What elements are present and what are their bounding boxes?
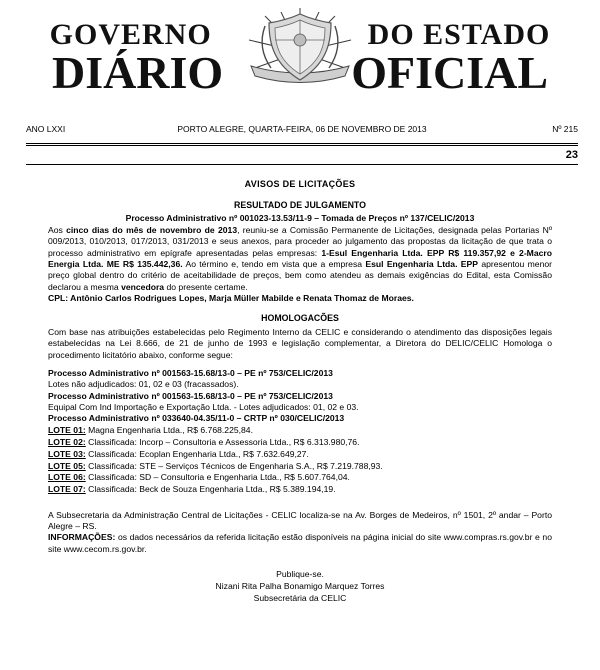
processo-2-detail: Equipal Com Ind Importação e Exportação Ltda. - Lotes adjudicados: 01, 02 e 03. <box>48 401 359 412</box>
section-title: AVISOS DE LICITAÇÕES <box>244 179 356 189</box>
processo-1-text: Processo Administrativo nº 001563-15.68/13-0 – PE nº 753/CELIC/2013 <box>48 367 333 378</box>
header-divider-top-2 <box>26 145 578 146</box>
header-info-line <box>26 124 578 138</box>
processo-3 <box>48 413 552 424</box>
p1-part-c: , reuniu-se a Comissão Permanente de Licitações, designada pelas Portarias Nº 009/2013, 010/2013, 017/2013, 031/2013 e seus anexos, para proceder ao julgamento das propostas da licitação de que trata o processo administrativo em epígrafe apresentadas pelas empresas: <box>48 224 552 258</box>
p1-part-f: Esul Engenharia Ltda. EPP <box>365 258 478 269</box>
header-issue-number: Nº 215 <box>552 124 578 134</box>
lote-item <box>48 449 552 460</box>
p1-part-d: 1-Esul Engenharia Ltda. EPP R$ 119.357,92 e 2-Macro Energia Ltda. ME R$ 135.442,36. <box>48 247 552 269</box>
lote-label: LOTE 02: <box>48 436 86 447</box>
document-content <box>48 179 552 605</box>
p1-part-h: vencedora <box>121 281 165 292</box>
lote-item <box>48 472 552 483</box>
lote-label: LOTE 06: <box>48 472 86 483</box>
lote-item <box>48 425 552 436</box>
processo-1 <box>48 368 552 379</box>
header-ano: ANO LXXI <box>26 124 66 134</box>
lote-item <box>48 461 552 472</box>
processo-header-text: Processo Administrativo nº 001023-13.53/11-9 – Tomada de Preços nº 137/CELIC/2013 <box>125 213 475 224</box>
processo-2-text: Processo Administrativo nº 001563-15.68/13-0 – PE nº 753/CELIC/2013 <box>48 390 333 401</box>
lote-text: Classificada: Incorp – Consultoria e Assessoria Ltda., R$ 6.313.980,76. <box>85 436 360 447</box>
masthead <box>0 0 600 110</box>
p1-part-b: cinco dias do mês de novembro de 2013 <box>66 224 238 235</box>
processo-3-text: Processo Administrativo nº 033640-04.35/11-0 – CRTP nº 030/CELIC/2013 <box>48 413 345 424</box>
processo-2 <box>48 391 552 402</box>
paragraph-julgamento <box>48 225 552 293</box>
masthead-word-do-estado: DO ESTADO <box>367 18 551 51</box>
p1-part-a: Aos <box>48 224 67 235</box>
lote-label: LOTE 05: <box>48 460 86 471</box>
paragraph-endereco: A Subsecretaria da Administração Central de Licitações - CELIC localiza-se na Av. Borges de Medeiros, nº 1501, 2º andar – Porto Alegre – RS. <box>48 509 552 531</box>
lote-label: LOTE 07: <box>48 484 86 495</box>
lote-item <box>48 484 552 495</box>
lote-text: Magna Engenharia Ltda., R$ 6.768.225,84. <box>85 425 253 436</box>
p1-part-g: apresentou menor preço global dentro do critério de aceitabilidade de preços, bem como atendeu as demais exigências do Edital, esta Comissão declarou a mesma <box>48 258 553 292</box>
cpl-line <box>48 293 552 304</box>
lote-item <box>48 437 552 448</box>
masthead-word-oficial: OFICIAL <box>351 47 549 98</box>
signature-block <box>48 569 552 605</box>
subtitle-resultado-julgamento: RESULTADO DE JULGAMENTO <box>234 199 366 210</box>
informacoes-label: INFORMAÇÕES: <box>48 532 116 543</box>
publique-se: Publique-se. <box>276 569 324 580</box>
lote-label: LOTE 03: <box>48 448 86 459</box>
processo-1-detail: Lotes não adjudicados: 01, 02 e 03 (fracassados). <box>48 379 239 390</box>
cpl-text: CPL: Antônio Carlos Rodrigues Lopes, Marja Müller Mabilde e Renata Thomaz de Moraes. <box>48 292 414 303</box>
p1-part-i: do presente certame. <box>164 281 248 292</box>
masthead-word-diario: DIÁRIO <box>51 47 224 98</box>
header-divider-top <box>26 143 578 144</box>
page-number: 23 <box>565 149 578 161</box>
paragraph-homologacoes: Com base nas atribuições estabelecidas pelo Regimento Interno da CELIC e considerando o atendimento das disposições legais estabelecidas na Lei 8.666, de 21 de junho de 1993 e legislação complementar, a Diretora do DELIC/CELIC Homologa o procedimento licitatório abaixo, conforme segue: <box>48 326 552 360</box>
signer-name: Nizani Rita Palha Bonamigo Marquez Torres <box>215 580 385 591</box>
lote-text: Classificada: Ecoplan Engenharia Ltda., R$ 7.632.649,27. <box>85 448 309 459</box>
rio-grande-do-sul-coat-of-arms-icon <box>241 6 359 102</box>
header-divider-bottom <box>26 164 578 165</box>
paragraph-informacoes <box>48 532 552 555</box>
lote-text: Classificada: Beck de Souza Engenharia Ltda., R$ 5.389.194,19. <box>85 484 336 495</box>
informacoes-text: os dados necessários da referida licitação estão disponíveis na página inicial do site www.compras.rs.gov.br e no site www.cecom.rs.gov.br. <box>48 532 552 554</box>
lote-label: LOTE 01: <box>48 425 86 436</box>
lote-text: Classificada: SD – Consultoria e Engenharia Ltda., R$ 5.607.764,04. <box>85 472 350 483</box>
subtitle-homologacoes: HOMOLOGACÕES <box>261 313 339 324</box>
lote-text: Classificada: STE – Serviços Técnicos de Engenharia S.A., R$ 7.219.788,93. <box>85 460 383 471</box>
signer-role: Subsecretária da CELIC <box>253 592 347 603</box>
p1-part-e: Ao término e, tendo em vista que a empresa <box>182 258 366 269</box>
masthead-word-governo: GOVERNO <box>49 18 212 51</box>
header-date: PORTO ALEGRE, QUARTA-FEIRA, 06 DE NOVEMBRO DE 2013 <box>177 124 427 134</box>
processo-header <box>48 213 552 224</box>
